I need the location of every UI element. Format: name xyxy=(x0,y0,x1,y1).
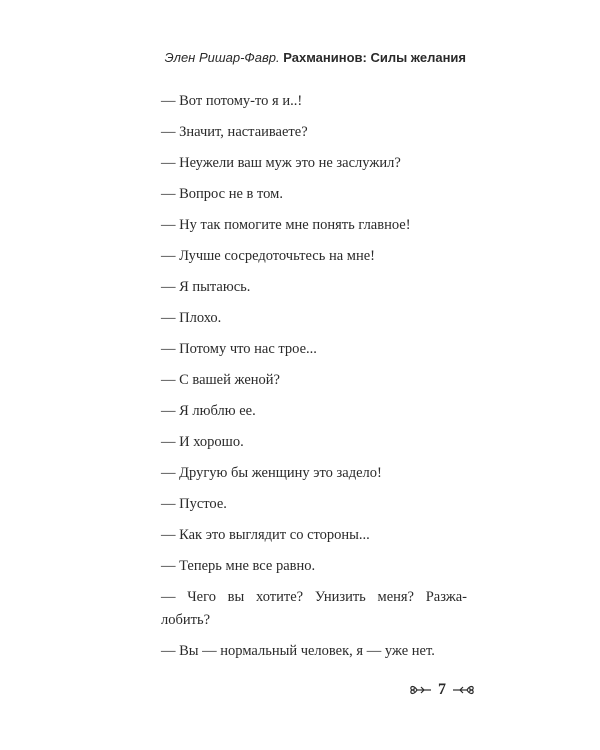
page-folio xyxy=(408,678,476,702)
dialogue-line: — Вопрос не в том. xyxy=(161,186,283,202)
dialogue-line: — Я пытаюсь. xyxy=(161,279,251,295)
dialogue-line: — Пустое. xyxy=(161,496,227,512)
dialogue-line: — Теперь мне все равно. xyxy=(161,558,316,574)
dialogue-line: — Плохо. xyxy=(161,310,222,326)
left-flourish-icon xyxy=(408,683,432,697)
dialogue-list xyxy=(161,86,467,667)
dialogue-line: — Потому что нас трое... xyxy=(161,341,317,357)
dialogue-line: — Как это выглядит со стороны... xyxy=(161,527,370,543)
dialogue-line: — Ну так помогите мне понять главное! xyxy=(161,217,411,233)
dialogue-line: — Вы — нормальный человек, я — уже нет. xyxy=(161,643,435,659)
dialogue-line: — Вот потому-то я и..! xyxy=(161,93,303,109)
running-head xyxy=(165,50,466,65)
dialogue-line: — Лучше сосредоточьтесь на мне! xyxy=(161,248,375,264)
running-head-title: Рахманинов: Силы желания xyxy=(283,50,466,65)
dialogue-line: — Неужели ваш муж это не заслужил? xyxy=(161,155,401,171)
page-number: 7 xyxy=(438,681,446,698)
dialogue-line: — Значит, настаиваете? xyxy=(161,124,308,140)
running-head-author: Элен Ришар-Фавр. xyxy=(164,50,280,65)
dialogue-line: — И хорошо. xyxy=(161,434,244,450)
dialogue-line: — С вашей женой? xyxy=(161,372,280,388)
dialogue-line: — Другую бы женщину это задело! xyxy=(161,465,382,481)
right-flourish-icon xyxy=(452,683,476,697)
dialogue-line: — Я люблю ее. xyxy=(161,403,256,419)
dialogue-line: — Чего вы хотите? Унизить меня? Разжа-лобить? xyxy=(161,589,467,628)
